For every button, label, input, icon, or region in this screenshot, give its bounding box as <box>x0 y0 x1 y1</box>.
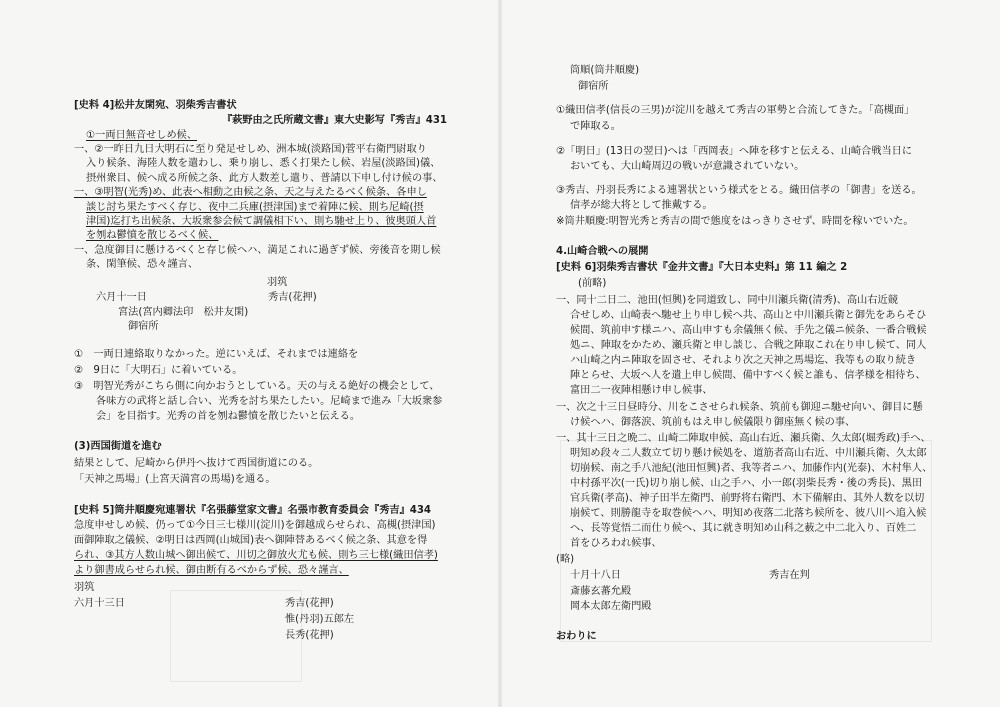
text-line: 候間、筑前申す様ニハ、高山申すも余儀無く候、手先之儀ニ候条、一番合戦候 <box>570 325 927 336</box>
text-line: 秀吉在判 <box>769 570 810 581</box>
text-line: 六月十一日 <box>96 292 147 303</box>
section-heading: [史料 4]松井友閑宛、羽柴秀吉書状 <box>74 100 237 111</box>
text-line: ハ山崎之内ニ陣取を固させ、それより次之天神之馬場迄、我等もの取り続き <box>570 355 917 366</box>
text-line: 富田二一夜陣相懸け申し候事、 <box>570 385 713 396</box>
text-line: 面御陣取之儀候、②明日は西岡(山城国)表へ御陣替あるべく候之条、其意を得 <box>74 535 428 546</box>
text-line: 羽筑 <box>74 582 95 593</box>
text-line: 摂州衆目、候へ成る所候之条、此方人数差し遣り、普請以下申し付け候の事、 <box>86 173 443 184</box>
text-line: 秀吉(花押) <box>268 292 317 303</box>
text-line: ② 9日に「大明石」に着いている。 <box>74 365 243 376</box>
text-line: 秀吉(花押) <box>285 598 334 609</box>
text-line: 中村孫平次(一氏)切り崩し候、山之手ハ、小一郎(羽柴長秀・後の秀長)、黒田 <box>570 478 923 489</box>
text-line: 津国)迄打ち出候条、大坂衆参会候て調儀相下い、則ち馳せ上り、彼奥頭人首 <box>86 216 437 227</box>
section-heading: 『萩野由之氏所蔵文書』東大史影写『秀吉』431 <box>222 115 448 126</box>
text-line: 御宿所 <box>578 81 609 92</box>
section-heading: [史料 5]筒井順慶宛連署状『名張藤堂家文書』名張市教育委員会『秀吉』434 <box>74 505 432 516</box>
text-line: 切崩候、南之手八池紀(池田恒興)者、我等者ニハ、加藤作内(光泰)、木村隼人、 <box>570 463 933 474</box>
text-line: 一、同十二日二、池田(恒興)を同道致し、同中川瀬兵衛(清秀)、高山右近競 <box>556 295 898 306</box>
text-line: 一、其十三日之晩二、山崎二陣取申候、高山右近、瀬兵衛、久太郎(堀秀政)手へ、 <box>556 433 931 444</box>
text-line: 条、閑筆候、恐々謹言、 <box>86 259 199 270</box>
text-line: 羽筑 <box>267 277 288 288</box>
text-line: 会」を目指す。光秀の首を刎ね鬱憤を散じたいと伝える。 <box>96 411 361 422</box>
text-line: 一、②一昨日九日大明石に至り発足せしめ、洲本城(淡路国)菅平右衛門尉取り <box>74 144 427 155</box>
text-line: 信孝が総大将として推戴する。 <box>570 200 713 211</box>
text-line: ③ 明智光秀がこちら側に向かおうとしている。天の与える絶好の機会として、 <box>74 381 440 392</box>
text-line: 一、③明智(光秀)め、此表へ相動之由候之条、天之与えたるべく候条、各申し <box>74 187 427 198</box>
text-line: 十月十八日 <box>570 570 621 581</box>
text-line: 官兵衛(孝高)、神子田半左衛門、前野将右衛門、木下備解由、其外人数を以切 <box>570 493 925 504</box>
text-line: 長秀(花押) <box>285 630 334 641</box>
text-line: おいても、大山崎周辺の戦いが意識されていない。 <box>570 161 805 172</box>
text-line: られ、③其方人数山城へ御出候て、川切之御放火尤も候、則ち三七様(織田信孝) <box>74 550 438 561</box>
text-line: 崩候て、則勝龍寺を取巻候ヘハ、明知め夜落二北落ち候所を、彼八川へ追入候 <box>570 508 927 519</box>
section-heading: おわりに <box>556 631 597 642</box>
text-line: 一、急度御目に懸けるべくと存じ候ヘハ、満足これに過ぎず候、旁後音を期し候 <box>74 245 441 256</box>
section-heading: (3)西国街道を進む <box>74 441 162 452</box>
text-line: 惟(丹羽)五郎左 <box>285 614 355 625</box>
text-line: 処ニ、陣取をかため、瀬兵衛と申し談じ、合戦之陣取これ在り申し候て、同人 <box>570 340 927 351</box>
text-line: ②「明日」(13日の翌日)へは「西岡表」へ陣を移すと伝える、山崎合戦当日に <box>556 146 913 157</box>
text-line: 各味方の武将と話し合い、光秀を討ち果たしたい。尼崎まで進み「大坂衆参 <box>96 396 443 407</box>
text-line: ③秀吉、丹羽長秀による連署状という様式をとる。織田信孝の「御書」を送る。 <box>556 185 922 196</box>
text-line: 「天神之馬場」(上宮天満宮の馬場)を通る。 <box>74 474 276 485</box>
text-line: 明知め段々二人数立て切り懸け候処を、道筋者高山右近、中川瀬兵衛、久太郎 <box>570 448 927 459</box>
text-line: 入り候条、海陸人数を遣わし、乗り崩し、悉く打果たし候、岩屋(淡路国)儀、 <box>86 158 441 169</box>
text-line: 合せしめ、山崎表へ馳せ上り申し候へ共、高山と中川瀬兵衛と御先をあらそひ <box>570 310 927 321</box>
text-line: 岡本太郎左衛門殿 <box>570 601 652 612</box>
page-fold <box>497 0 503 707</box>
text-line: 六月十三日 <box>74 598 125 609</box>
text-line: 結果として、尼崎から伊丹へ抜けて西国街道にのる。 <box>74 458 319 469</box>
text-line: 筒順(筒井順慶) <box>570 65 640 76</box>
text-line: ヘ、長等覚悟二而仕り候ヘ、其に就き明知め山科之薮之中二北入り、百姓二 <box>570 523 917 534</box>
text-line: ① 一両日連絡取りなかった。逆にいえば、それまでは連絡を <box>74 349 359 360</box>
text-line: 御宿所 <box>128 321 159 332</box>
text-line: より御書成らせられ候、御由断有るべからず候、恐々謹言、 <box>74 565 349 576</box>
text-line: 宮法(宮内卿法印 松井友閑) <box>118 307 249 318</box>
text-line: (略) <box>556 554 575 565</box>
text-line: ※筒井順慶:明智光秀と秀吉の間で態度をはっきりさせず、時間を稼いでいた。 <box>556 216 914 227</box>
text-line: 首をひろわれ候事、 <box>570 538 662 549</box>
text-line: 談じ討ち果たすべく存じ、夜中二兵庫(摂津国)まで着陣に候、則ち尼崎(摂 <box>86 202 424 213</box>
text-line: 急度申せしめ候、仍って①今日三七様川(淀川)を御越成らせられ、高槻(摂津国) <box>74 520 436 531</box>
section-heading: 4.山崎合戦への展開 <box>556 246 649 257</box>
text-line: ①一両日無音せしめ候、 <box>86 130 198 141</box>
text-line: で陣取る。 <box>570 121 621 132</box>
section-heading: [史料 6]羽柴秀吉書状『金井文書』『大日本史料』第 11 編之 2 <box>556 262 848 273</box>
text-line: 一、次之十三日昼時分、川をこさせられ候条、筑前も御迎ニ馳せ向い、御目に懸 <box>556 402 923 413</box>
text-line: 斎藤玄蕃允殿 <box>570 586 632 597</box>
text-line: ①織田信孝(信長の三男)が淀川を越えて秀吉の軍勢と合流してきた。「高槻面」 <box>556 105 915 116</box>
faint-frame-shadow <box>170 590 302 682</box>
text-line: (前略) <box>578 278 607 289</box>
text-line: 陣とらせ、大坂へ人を遣上申し候間、備中すべく候と誰も、信孝様を相待ち、 <box>570 370 926 381</box>
text-line: け候ヘハ、御落涙、筑前もはえ申し候儀限り御座無く候の事、 <box>570 417 856 428</box>
text-line: を刎ね鬱憤を散じるべく候、 <box>86 230 219 241</box>
